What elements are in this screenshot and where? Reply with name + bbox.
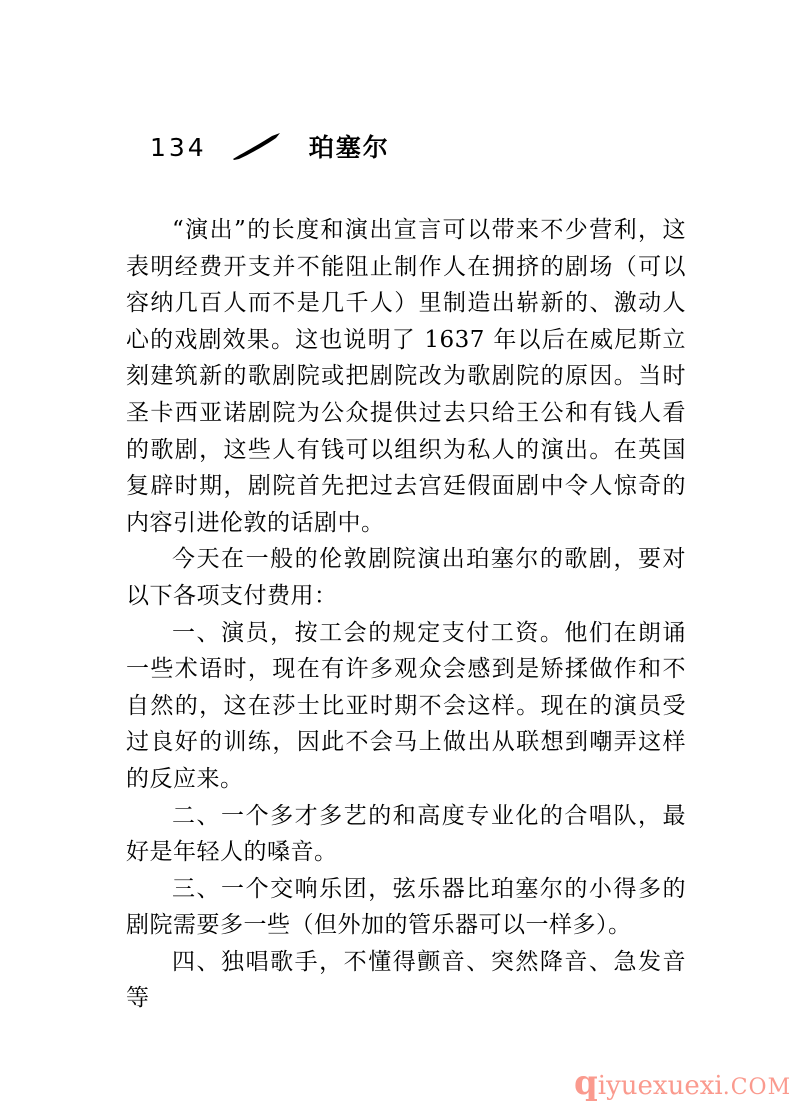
body-text — [126, 212, 686, 1017]
paragraph: 一、演员，按工会的规定支付工资。他们在朗诵一些术语时，现在有许多观众会感到是矫揉做作和不自然的，这在莎士比亚时期不会这样。现在的演员受过良好的训练，因此不会马上做出从联想到嘲弄这样的反应来。 — [126, 619, 686, 792]
paragraph: 三、一个交响乐团，弦乐器比珀塞尔的小得多的剧院需要多一些（但外加的管乐器可以一样多）。 — [126, 875, 686, 939]
quill-stroke-icon — [231, 132, 283, 162]
paragraph: “演出”的长度和演出宣言可以带来不少营利，这表明经费开支并不能阻止制作人在拥挤的剧场（可以容纳几百人而不是几千人）里制造出崭新的、激动人心的戏剧效果。这也说明了 1637 年以后在威尼斯立刻建筑新的歌剧院或把剧院改为歌剧院的原因。当时圣卡西亚诺剧院为公众提供过去只给王公和有钱人看的歌剧，这些人有钱可以组织为私人的演出。在英国复辟时期，剧院首先把过去宫廷假面剧中令人惊奇的内容引进伦敦的话剧中。 — [126, 217, 686, 536]
paragraph: 四、独唱歌手，不懂得颤音、突然降音、急发音等 — [126, 948, 686, 1012]
paragraph: 二、一个多才多艺的和高度专业化的合唱队，最好是年轻人的嗓音。 — [126, 802, 686, 866]
page-header — [150, 130, 390, 164]
chapter-title: 珀塞尔 — [308, 132, 390, 162]
paragraph: 今天在一般的伦敦剧院演出珀塞尔的歌剧，要对以下各项支付费用： — [126, 546, 686, 609]
watermark-suffix: .COM — [722, 1075, 792, 1100]
page-number: 134 — [150, 132, 207, 162]
watermark-middle: iyuexuexi — [597, 1071, 723, 1101]
watermark-q: q — [574, 1063, 598, 1103]
watermark — [574, 1064, 791, 1107]
